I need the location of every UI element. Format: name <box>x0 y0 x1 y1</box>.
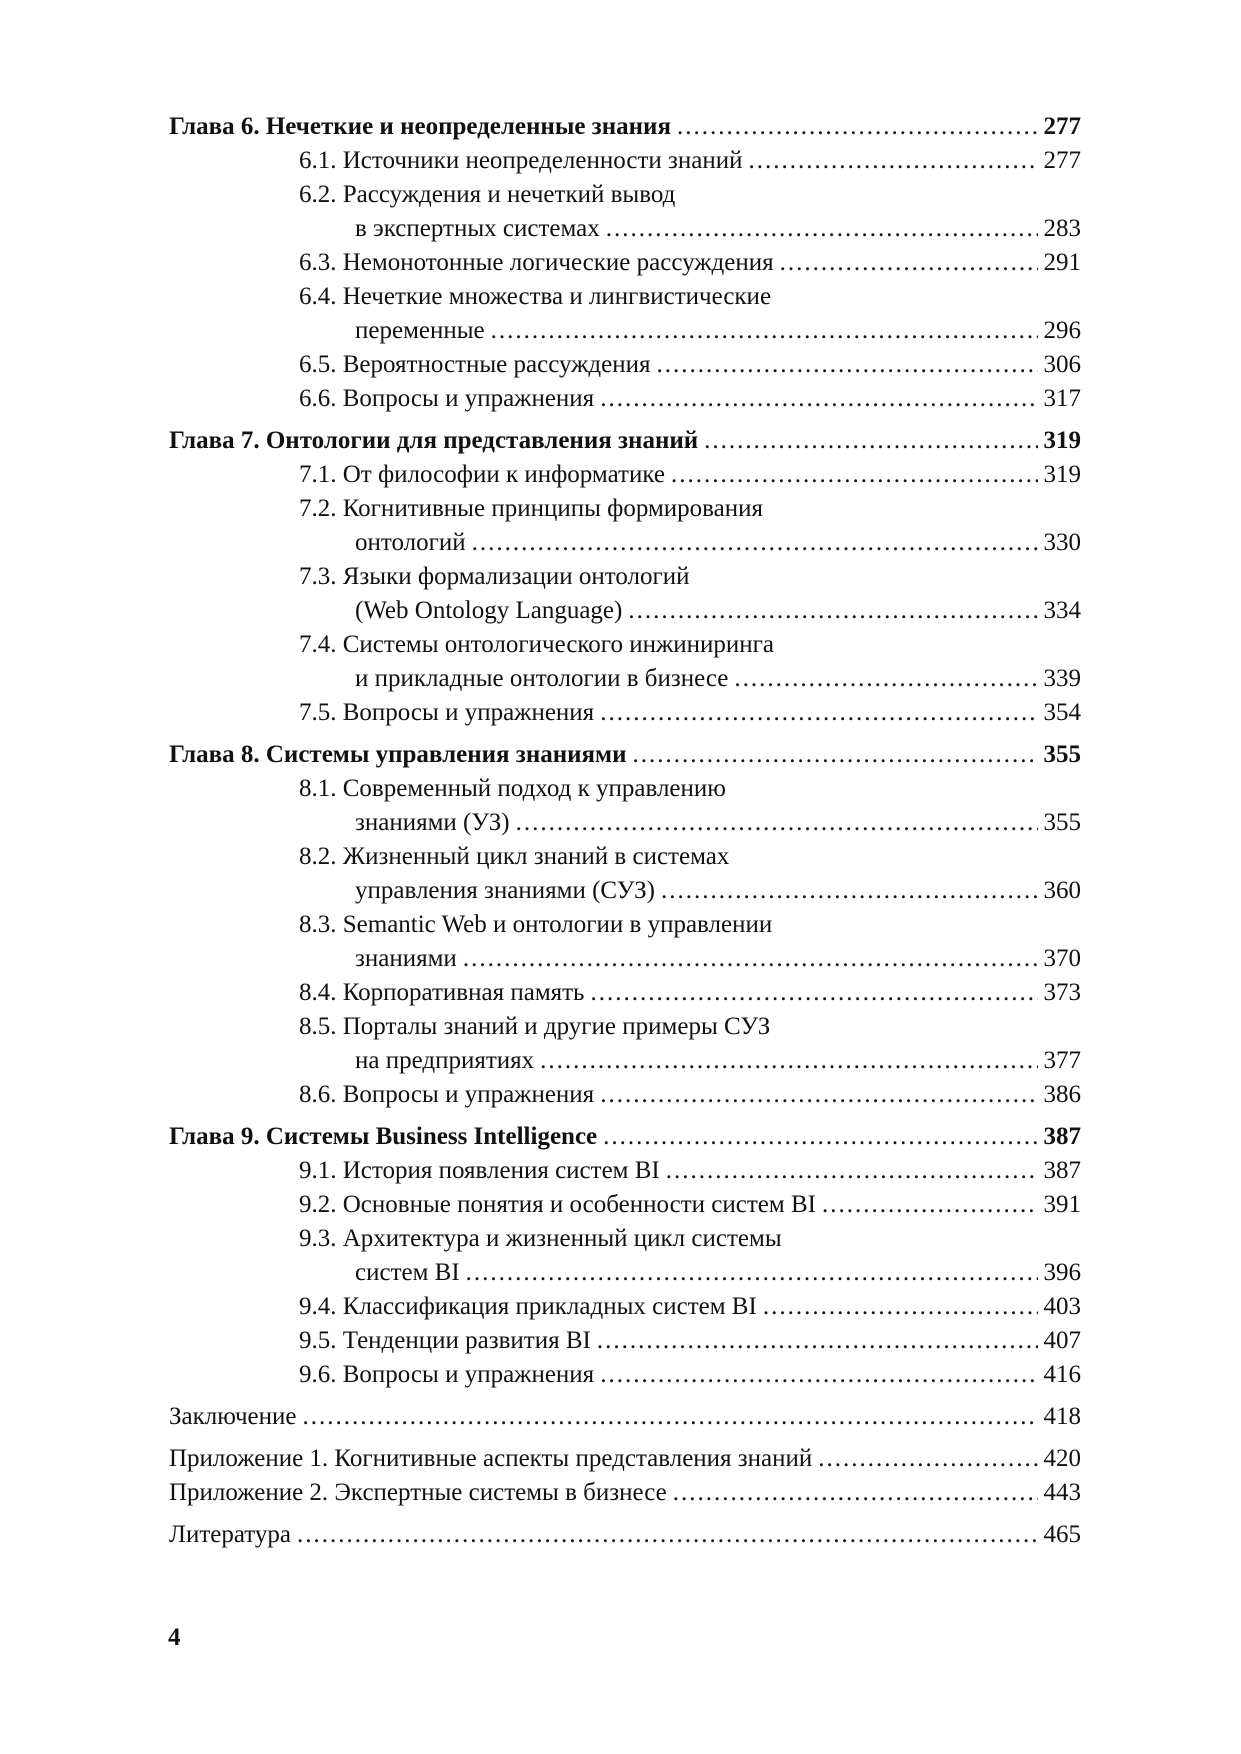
top-entry <box>169 1518 1081 1552</box>
entry-title: 6.5. Вероятностные рассуждения <box>299 351 651 378</box>
entry-continuation <box>169 212 1081 246</box>
dot-leader <box>600 1358 1037 1392</box>
entry-title: Глава 8. Системы управления знаниями <box>169 741 627 768</box>
dot-leader <box>677 110 1038 144</box>
section-entry <box>169 144 1081 178</box>
entry-title: Литература <box>169 1521 291 1548</box>
entry-title: 7.1. От философии к информатике <box>299 461 665 488</box>
dot-leader <box>671 458 1038 492</box>
dot-leader <box>661 874 1038 908</box>
entry-page-number: 373 <box>1043 979 1081 1006</box>
entry-continuation <box>169 806 1081 840</box>
entry-page-number: 386 <box>1043 1081 1081 1108</box>
entry-title: 8.2. Жизненный цикл знаний в системах <box>299 843 730 870</box>
entry-title: 7.3. Языки формализации онтологий <box>299 563 690 590</box>
section-entry <box>169 348 1081 382</box>
entry-title: Глава 6. Нечеткие и неопределенные знания <box>169 113 671 140</box>
dot-leader <box>472 526 1038 560</box>
dot-leader <box>763 1290 1038 1324</box>
entry-page-number: 387 <box>1043 1157 1081 1184</box>
section-entry <box>169 246 1081 280</box>
dot-leader <box>590 976 1037 1010</box>
entry-title-continuation: систем BI <box>355 1259 460 1286</box>
entry-page-number: 443 <box>1043 1479 1081 1506</box>
dot-leader <box>666 1154 1038 1188</box>
entry-title: 6.6. Вопросы и упражнения <box>299 385 595 412</box>
entry-title: Приложение 1. Когнитивные аспекты представления знаний <box>169 1445 813 1472</box>
entry-title-continuation: переменные <box>355 317 485 344</box>
entry-page-number: 407 <box>1043 1327 1081 1354</box>
entry-title: 8.6. Вопросы и упражнения <box>299 1081 595 1108</box>
section-entry <box>169 628 1081 662</box>
dot-leader <box>516 806 1038 840</box>
section-entry <box>169 1222 1081 1256</box>
dot-leader <box>818 1442 1037 1476</box>
entry-title: 9.3. Архитектура и жизненный цикл системы <box>299 1225 782 1252</box>
section-entry <box>169 908 1081 942</box>
entry-continuation <box>169 526 1081 560</box>
section-entry <box>169 1078 1081 1112</box>
section-entry <box>169 1290 1081 1324</box>
entry-title: 6.1. Источники неопределенности знаний <box>299 147 743 174</box>
dot-leader <box>466 1256 1038 1290</box>
dot-leader <box>297 1518 1038 1552</box>
chapter-entry <box>169 424 1081 458</box>
dot-leader <box>463 942 1038 976</box>
entry-page-number: 334 <box>1043 597 1081 624</box>
dot-leader <box>597 1324 1038 1358</box>
section-entry <box>169 560 1081 594</box>
section-entry <box>169 458 1081 492</box>
entry-title: 6.4. Нечеткие множества и лингвистические <box>299 283 772 310</box>
dot-leader <box>540 1044 1037 1078</box>
entry-page-number: 330 <box>1043 529 1081 556</box>
entry-page-number: 360 <box>1043 877 1081 904</box>
entry-title: Заключение <box>169 1403 297 1430</box>
entry-title-continuation: (Web Ontology Language) <box>355 597 623 624</box>
page-number: 4 <box>168 1624 181 1651</box>
entry-page-number: 306 <box>1043 351 1081 378</box>
entry-page-number: 339 <box>1043 665 1081 692</box>
entry-title: Глава 9. Системы Business Intelligence <box>169 1123 598 1150</box>
section-entry <box>169 382 1081 416</box>
entry-title: 9.4. Классификация прикладных систем BI <box>299 1293 757 1320</box>
section-entry <box>169 696 1081 730</box>
entry-title-continuation: онтологий <box>355 529 466 556</box>
section-entry <box>169 1010 1081 1044</box>
entry-page-number: 277 <box>1043 113 1081 140</box>
dot-leader <box>603 1120 1037 1154</box>
entry-title-continuation: знаниями <box>355 945 457 972</box>
entry-page-number: 354 <box>1043 699 1081 726</box>
dot-leader <box>734 662 1037 696</box>
entry-page-number: 319 <box>1043 427 1081 454</box>
dot-leader <box>657 348 1038 382</box>
dot-leader <box>606 212 1038 246</box>
entry-page-number: 387 <box>1043 1123 1081 1150</box>
entry-title-continuation: знаниями (УЗ) <box>355 809 510 836</box>
entry-continuation <box>169 662 1081 696</box>
entry-page-number: 396 <box>1043 1259 1081 1286</box>
dot-leader <box>600 382 1037 416</box>
entry-page-number: 465 <box>1043 1521 1081 1548</box>
entry-page-number: 391 <box>1043 1191 1081 1218</box>
entry-page-number: 319 <box>1043 461 1081 488</box>
entry-page-number: 296 <box>1043 317 1081 344</box>
section-entry <box>169 1154 1081 1188</box>
section-entry <box>169 976 1081 1010</box>
entry-title: 9.6. Вопросы и упражнения <box>299 1361 595 1388</box>
entry-title: 7.5. Вопросы и упражнения <box>299 699 595 726</box>
entry-continuation <box>169 1044 1081 1078</box>
entry-title-continuation: на предприятиях <box>355 1047 535 1074</box>
section-entry <box>169 772 1081 806</box>
top-tight-entry <box>169 1476 1081 1510</box>
entry-continuation <box>169 594 1081 628</box>
section-entry <box>169 1324 1081 1358</box>
entry-page-number: 317 <box>1043 385 1081 412</box>
top-entry <box>169 1442 1081 1476</box>
entry-page-number: 403 <box>1043 1293 1081 1320</box>
section-entry <box>169 1188 1081 1222</box>
entry-page-number: 355 <box>1043 741 1081 768</box>
entry-title-continuation: управления знаниями (СУЗ) <box>355 877 655 904</box>
top-entry <box>169 1400 1081 1434</box>
entry-title: 8.1. Современный подход к управлению <box>299 775 726 802</box>
dot-leader <box>633 738 1038 772</box>
chapter-entry <box>169 738 1081 772</box>
entry-page-number: 418 <box>1043 1403 1081 1430</box>
entry-title: 9.1. История появления систем BI <box>299 1157 660 1184</box>
chapter-entry <box>169 110 1081 144</box>
dot-leader <box>780 246 1038 280</box>
dot-leader <box>491 314 1038 348</box>
entry-page-number: 370 <box>1043 945 1081 972</box>
section-entry <box>169 280 1081 314</box>
entry-continuation <box>169 1256 1081 1290</box>
entry-title: 8.3. Semantic Web и онтологии в управлении <box>299 911 773 938</box>
entry-page-number: 283 <box>1043 215 1081 242</box>
dot-leader <box>600 696 1037 730</box>
entry-continuation <box>169 942 1081 976</box>
entry-title: 8.5. Порталы знаний и другие примеры СУЗ <box>299 1013 771 1040</box>
entry-title: 6.3. Немонотонные логические рассуждения <box>299 249 774 276</box>
entry-title: Приложение 2. Экспертные системы в бизнесе <box>169 1479 667 1506</box>
entry-page-number: 291 <box>1043 249 1081 276</box>
entry-title: 6.2. Рассуждения и нечеткий вывод <box>299 181 676 208</box>
entry-title: 9.5. Тенденции развития BI <box>299 1327 591 1354</box>
entry-continuation <box>169 874 1081 908</box>
entry-page-number: 420 <box>1043 1445 1081 1472</box>
entry-title-continuation: и прикладные онтологии в бизнесе <box>355 665 729 692</box>
dot-leader <box>303 1400 1038 1434</box>
section-entry <box>169 840 1081 874</box>
table-of-contents <box>169 110 1081 1552</box>
dot-leader <box>748 144 1037 178</box>
entry-title: 8.4. Корпоративная память <box>299 979 585 1006</box>
entry-title: 7.2. Когнитивные принципы формирования <box>299 495 763 522</box>
entry-page-number: 416 <box>1043 1361 1081 1388</box>
dot-leader <box>600 1078 1037 1112</box>
section-entry <box>169 178 1081 212</box>
chapter-entry <box>169 1120 1081 1154</box>
entry-title: 7.4. Системы онтологического инжиниринга <box>299 631 774 658</box>
entry-continuation <box>169 314 1081 348</box>
entry-page-number: 277 <box>1043 147 1081 174</box>
entry-page-number: 377 <box>1043 1047 1081 1074</box>
dot-leader <box>628 594 1037 628</box>
dot-leader <box>822 1188 1038 1222</box>
section-entry <box>169 492 1081 526</box>
entry-title-continuation: в экспертных системах <box>355 215 600 242</box>
dot-leader <box>704 424 1037 458</box>
section-entry <box>169 1358 1081 1392</box>
entry-title: 9.2. Основные понятия и особенности систем BI <box>299 1191 816 1218</box>
dot-leader <box>673 1476 1038 1510</box>
entry-page-number: 355 <box>1043 809 1081 836</box>
entry-title: Глава 7. Онтологии для представления знаний <box>169 427 699 454</box>
